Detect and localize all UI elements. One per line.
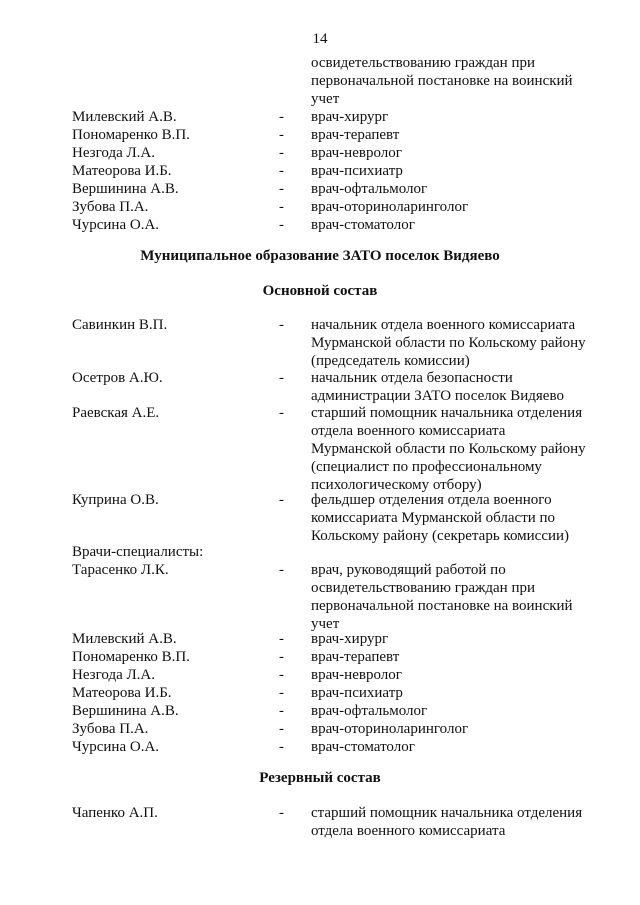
list-item bbox=[0, 198, 640, 216]
person-name: Зубова П.А. bbox=[72, 721, 149, 737]
person-name: Осетров А.Ю. bbox=[72, 370, 163, 386]
specialists-list bbox=[0, 630, 640, 756]
person-role: врач-офтальмолог bbox=[311, 181, 428, 197]
person-name: Савинкин В.П. bbox=[72, 317, 168, 333]
person-role: врач-терапевт bbox=[311, 649, 400, 665]
list-item bbox=[0, 720, 640, 738]
person-name: Пономаренко В.П. bbox=[72, 649, 190, 665]
role-line: учет bbox=[311, 616, 340, 632]
dash: - bbox=[279, 721, 284, 737]
role-line: фельдшер отделения отдела военного bbox=[311, 492, 552, 508]
dash: - bbox=[279, 492, 284, 508]
list-item bbox=[0, 216, 640, 234]
continuation-line: освидетельствованию граждан при bbox=[311, 55, 536, 71]
role-line: начальник отдела военного комиссариата bbox=[311, 317, 576, 333]
person-name: Чурсина О.А. bbox=[72, 217, 160, 233]
role-line: старший помощник начальника отделения bbox=[311, 805, 583, 821]
person-role: врач-хирург bbox=[311, 109, 389, 125]
role-line: первоначальной постановке на воинский bbox=[311, 598, 573, 614]
list-item bbox=[0, 180, 640, 198]
person-role bbox=[311, 369, 596, 405]
person-name: Зубова П.А. bbox=[72, 199, 149, 215]
role-line: врач, руководящий работой по bbox=[311, 562, 506, 578]
person-name: Вершинина А.В. bbox=[72, 703, 179, 719]
list-item bbox=[0, 648, 640, 666]
person-name: Тарасенко Л.К. bbox=[72, 562, 169, 578]
municipality-heading: Муниципальное образование ЗАТО поселок Видяево bbox=[140, 248, 500, 264]
role-line: Мурманской области по Кольскому району bbox=[311, 335, 586, 351]
top-doctors-list bbox=[0, 108, 640, 234]
dash: - bbox=[279, 109, 284, 125]
reserve-composition-heading: Резервный состав bbox=[259, 770, 381, 786]
person-name: Матеорова И.Б. bbox=[72, 685, 172, 701]
role-line: (председатель комиссии) bbox=[311, 353, 470, 369]
dash: - bbox=[279, 127, 284, 143]
dash: - bbox=[279, 145, 284, 161]
list-item bbox=[0, 162, 640, 180]
list-item bbox=[0, 666, 640, 684]
specialists-label: Врачи-специалисты: bbox=[72, 544, 204, 560]
continuation-line: учет bbox=[311, 91, 340, 107]
role-line: комиссариата Мурманской области по bbox=[311, 510, 556, 526]
dash: - bbox=[279, 703, 284, 719]
person-name: Вершинина А.В. bbox=[72, 181, 179, 197]
person-name: Матеорова И.Б. bbox=[72, 163, 172, 179]
dash: - bbox=[279, 217, 284, 233]
person-role bbox=[311, 561, 596, 633]
role-line: Кольскому району (секретарь комиссии) bbox=[311, 528, 570, 544]
person-role bbox=[311, 804, 596, 840]
person-role: врач-оториноларинголог bbox=[311, 721, 469, 737]
role-line: освидетельствованию граждан при bbox=[311, 580, 536, 596]
person-role bbox=[311, 491, 596, 545]
page-number: 14 bbox=[312, 31, 328, 47]
person-role: врач-психиатр bbox=[311, 163, 403, 179]
list-item bbox=[0, 108, 640, 126]
dash: - bbox=[279, 805, 284, 821]
person-role: врач-психиатр bbox=[311, 685, 403, 701]
person-role: врач-хирург bbox=[311, 631, 389, 647]
role-line: старший помощник начальника отделения bbox=[311, 405, 583, 421]
list-item bbox=[0, 126, 640, 144]
role-line: психологическому отбору) bbox=[311, 477, 482, 493]
role-line: отдела военного комиссариата bbox=[311, 823, 506, 839]
dash: - bbox=[279, 199, 284, 215]
list-item bbox=[0, 144, 640, 162]
person-name: Раевская А.Е. bbox=[72, 405, 160, 421]
person-role bbox=[311, 316, 596, 370]
dash: - bbox=[279, 163, 284, 179]
role-line: администрации ЗАТО поселок Видяево bbox=[311, 388, 564, 404]
dash: - bbox=[279, 181, 284, 197]
dash: - bbox=[279, 562, 284, 578]
dash: - bbox=[279, 317, 284, 333]
person-name: Чурсина О.А. bbox=[72, 739, 160, 755]
main-composition-heading: Основной состав bbox=[262, 283, 378, 299]
person-name: Незгода Л.А. bbox=[72, 667, 155, 683]
dash: - bbox=[279, 685, 284, 701]
person-role: врач-невролог bbox=[311, 145, 402, 161]
continuation-line: первоначальной постановке на воинский bbox=[311, 73, 573, 89]
person-role: врач-стоматолог bbox=[311, 217, 415, 233]
dash: - bbox=[279, 405, 284, 421]
role-line: Мурманской области по Кольскому району bbox=[311, 441, 586, 457]
list-item bbox=[0, 738, 640, 756]
dash: - bbox=[279, 649, 284, 665]
person-role bbox=[311, 404, 596, 494]
person-name: Пономаренко В.П. bbox=[72, 127, 190, 143]
continuation-text bbox=[311, 54, 596, 108]
list-item bbox=[0, 702, 640, 720]
dash: - bbox=[279, 667, 284, 683]
person-role: врач-терапевт bbox=[311, 127, 400, 143]
person-role: врач-стоматолог bbox=[311, 739, 415, 755]
role-line: начальник отдела безопасности bbox=[311, 370, 513, 386]
role-line: (специалист по профессиональному bbox=[311, 459, 542, 475]
list-item bbox=[0, 684, 640, 702]
dash: - bbox=[279, 370, 284, 386]
role-line: отдела военного комиссариата bbox=[311, 423, 506, 439]
person-name: Незгода Л.А. bbox=[72, 145, 155, 161]
list-item bbox=[0, 630, 640, 648]
person-role: врач-оториноларинголог bbox=[311, 199, 469, 215]
dash: - bbox=[279, 631, 284, 647]
person-role: врач-офтальмолог bbox=[311, 703, 428, 719]
person-name: Чапенко А.П. bbox=[72, 805, 158, 821]
person-name: Милевский А.В. bbox=[72, 631, 177, 647]
person-role: врач-невролог bbox=[311, 667, 402, 683]
dash: - bbox=[279, 739, 284, 755]
person-name: Милевский А.В. bbox=[72, 109, 177, 125]
person-name: Куприна О.В. bbox=[72, 492, 159, 508]
